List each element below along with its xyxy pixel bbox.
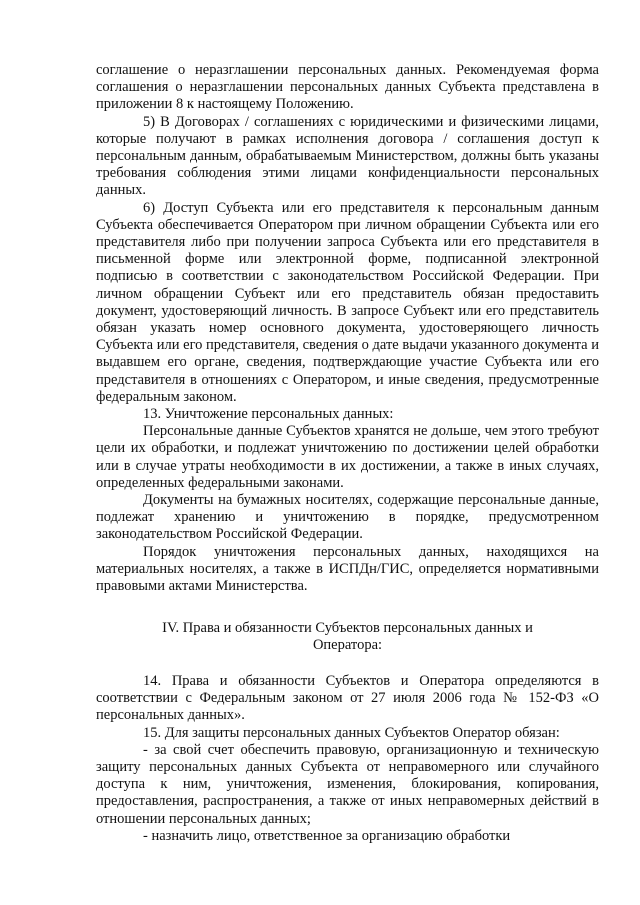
- text-block-bottom: [96, 673, 599, 845]
- section-heading: [96, 620, 599, 654]
- section-heading-line-1: IV. Права и обязанности Субъектов персональных данных и: [162, 620, 533, 636]
- paragraph-destruction-order: Порядок уничтожения персональных данных, находящихся на материальных носителях, а также в ИСПДн/ГИС, определяется нормативными правовыми актами Министерства.: [96, 543, 599, 595]
- paragraph-protection-duty: - за свой счет обеспечить правовую, организационную и техническую защиту персональных данных Субъекта от неправомерного или случайного доступа к ним, уничтожения, изменения, блокирования, копирования, предоставления, распространения, а также от иных неправомерных действий в отношении персональных данных;: [96, 741, 599, 827]
- paragraph-nda-recommendation: соглашение о неразглашении персональных данных. Рекомендуемая форма соглашения о неразглашении персональных данных Субъекта представлена в приложении 8 к настоящему Положению.: [96, 62, 599, 113]
- paragraph-15-duties-title: 15. Для защиты персональных данных Субъектов Оператор обязан:: [143, 724, 560, 741]
- paragraph-paper-documents: Документы на бумажных носителях, содержащие персональные данные, подлежат хранению и уничтожению в порядке, предусмотренном законодательством Российской Федерации.: [96, 492, 599, 543]
- section-heading-line-2: Оператора:: [312, 637, 383, 654]
- paragraph-item-5-contracts: 5) В Договорах / соглашениях с юридическими и физическими лицами, которые получают в рамках исполнения договора / соглашения доступ к персональным данным, обрабатываемым Министерством, должны быть указаны требования соблюдения этими лицами конфиденциальности персональных данных.: [96, 113, 599, 199]
- paragraph-item-6-access: 6) Доступ Субъекта или его представителя к персональным данным Субъекта обеспечивается Оператором при личном обращении Субъекта или его представителя либо при получении запроса Субъекта или его представителя в письменной форме или электронной форме, подписанной электронной подписью в соответствии с законодательством Российской Федерации. При личном обращении Субъект или его представитель обязан предоставить документ, удостоверяющий личность. В запросе Субъект или его представитель обязан указать номер основного документа, удостоверяющего личность Субъекта или его представителя, сведения о дате выдачи указанного документа и выдавшем его органе, сведения, подтверждающие участие Субъекта или его представителя в отношениях с Оператором, и иные сведения, предусмотренные федеральным законом.: [96, 199, 599, 405]
- text-block-top: [96, 62, 599, 595]
- paragraph-13-title: 13. Уничтожение персональных данных:: [143, 406, 394, 423]
- paragraph-14-rights: 14. Права и обязанности Субъектов и Оператора определяются в соответствии с Федеральным законом от 27 июля 2006 года № 152-ФЗ «О персональных данных».: [96, 673, 599, 724]
- paragraph-storage-terms: Персональные данные Субъектов хранятся не дольше, чем этого требуют цели их обработки, и подлежат уничтожению по достижении целей обработки или в случае утраты необходимости в их достижении, а также в иных случаях, определенных федеральными законами.: [96, 423, 599, 491]
- paragraph-appoint-responsible: - назначить лицо, ответственное за организацию обработки: [143, 827, 511, 844]
